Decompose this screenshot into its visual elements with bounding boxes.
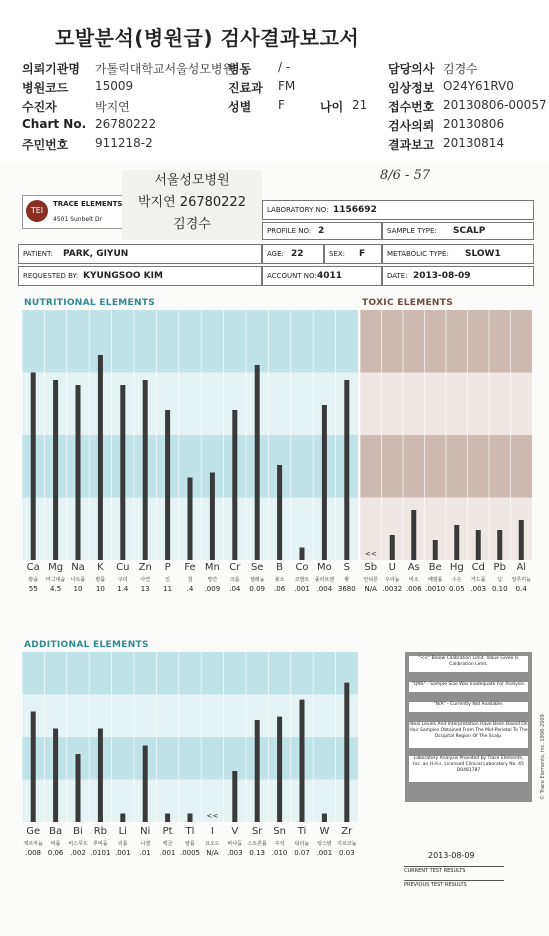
element-symbol: Cd: [471, 562, 485, 573]
account-box: [262, 266, 382, 286]
element-korean-name: 텅스텐: [317, 841, 332, 847]
element-symbol: Mg: [48, 562, 64, 573]
element-korean-name: 구리: [117, 577, 128, 583]
sex-label: SEX:: [329, 250, 346, 258]
element-value: N/A: [364, 585, 377, 593]
element-symbol: Ni: [140, 826, 151, 837]
element-value: .001: [114, 849, 131, 857]
nutritional-title: NUTRITIONAL ELEMENTS: [24, 298, 156, 308]
header-label: 성별: [228, 100, 252, 114]
bar-na: [76, 385, 81, 560]
element-symbol: I: [210, 826, 214, 837]
element-korean-name: 안티몬: [363, 577, 378, 583]
below-limit-marker: <<: [206, 812, 219, 820]
profile-label: PROFILE NO:: [267, 227, 312, 235]
element-korean-name: 리튬: [117, 841, 128, 847]
element-symbol: Cr: [229, 562, 241, 573]
element-value: N/A: [206, 849, 219, 857]
bar-p: [165, 410, 170, 560]
chart-band: [22, 737, 358, 780]
element-korean-name: 탈륨: [185, 841, 195, 847]
element-korean-name: 니켈: [140, 841, 151, 847]
additional-chart: [22, 652, 358, 822]
element-value: .001: [316, 849, 333, 857]
element-value: 0.03: [338, 849, 355, 857]
bar-li: [120, 814, 125, 823]
element-symbol: K: [97, 562, 104, 573]
element-symbol: Pt: [162, 826, 173, 837]
age-box: [262, 244, 324, 264]
header-value: 김경수: [443, 62, 478, 76]
bar-ni: [143, 746, 148, 823]
element-symbol: Li: [118, 826, 127, 837]
element-value: 0.05: [448, 585, 465, 593]
header-label: 나이: [320, 100, 344, 114]
element-symbol: Rb: [93, 826, 108, 837]
element-symbol: S: [343, 562, 350, 573]
header-label: Chart No.: [22, 117, 87, 131]
sample-type-box: [382, 222, 534, 240]
tei-logo-icon: TEI: [26, 200, 48, 222]
logo-text: TRACE ELEMENTS: [53, 200, 123, 208]
bar-ca: [31, 373, 36, 561]
element-korean-name: 비스무트: [68, 841, 88, 847]
element-value: .001: [294, 585, 310, 593]
header-label: 의뢰기관명: [22, 62, 80, 76]
date-box: [382, 266, 534, 286]
element-korean-name: 수은: [451, 577, 462, 583]
profile-box: [262, 222, 382, 240]
element-korean-name: 몰리브덴: [314, 577, 335, 583]
element-korean-name: 게르마늄: [23, 841, 43, 847]
header-value: 26780222: [95, 117, 157, 131]
element-korean-name: 망간: [207, 577, 218, 583]
note-qns: "QNS" - Sample Size Was Inadequate For Analysis.: [409, 682, 528, 692]
element-value: .01: [139, 849, 151, 857]
element-korean-name: 백금: [162, 841, 173, 847]
additional-title: ADDITIONAL ELEMENTS: [24, 640, 149, 650]
header-label: 진료과: [228, 81, 263, 95]
report-date: 2013-08-09: [413, 271, 471, 281]
requested-label: REQUESTED BY:: [23, 272, 79, 280]
element-value: 0.4: [515, 585, 527, 593]
element-korean-name: 나트륨: [70, 577, 86, 583]
element-korean-name: 루비듐: [93, 841, 108, 847]
element-symbol: V: [231, 826, 239, 837]
sex-box: [324, 244, 382, 264]
header-value: O24Y61RV0: [443, 79, 514, 93]
patient-name: PARK, GIYUN: [63, 249, 129, 259]
header-value: 박지연: [95, 100, 130, 114]
chart-band: [22, 652, 358, 695]
note-interpretation: Ideal Levels And Interpretation Have Been Based On Hair Samples Obtained From The Mid-Parietal To The Occipital Region Of The Scalp.: [409, 722, 528, 748]
header-label: 병원코드: [22, 81, 69, 95]
element-value: .010: [271, 849, 288, 857]
bar-zr: [344, 683, 349, 822]
account-number: 4011: [317, 271, 343, 281]
element-symbol: Pb: [493, 562, 506, 573]
sample-type-label: SAMPLE TYPE:: [387, 227, 437, 235]
element-value: 0.07: [294, 849, 310, 857]
stamp-patient: 박지연 26780222: [138, 195, 246, 210]
toxic-chart: [360, 310, 532, 560]
lab-number-box: [262, 200, 534, 220]
element-symbol: Fe: [184, 562, 196, 573]
header-value: 21: [352, 98, 368, 112]
age-label: AGE:: [267, 250, 284, 258]
chart-band: [22, 310, 358, 373]
element-korean-name: 아연: [140, 577, 151, 583]
element-value: .04: [229, 585, 241, 593]
header-label: 수진자: [22, 100, 57, 114]
element-value: .008: [25, 849, 41, 857]
logo-address: 4501 Sunbelt Dr: [53, 216, 103, 223]
metabolic-box: [382, 244, 534, 264]
metabolic-type: SLOW1: [465, 249, 501, 259]
element-korean-name: 베릴륨: [428, 577, 443, 583]
below-limit-marker: <<: [364, 550, 377, 558]
account-label: ACCOUNT NO:: [267, 272, 317, 280]
lab-number-label: LABORATORY NO:: [267, 206, 329, 214]
requested-box: [18, 266, 262, 286]
note-na: "N/A" - Currently Not Available.: [409, 702, 528, 712]
element-value: .0010: [425, 585, 446, 593]
stamp-doctor: 김경수: [173, 217, 211, 232]
lab-logo: [22, 195, 124, 229]
note-below-calibration: "<<" Below Calibration Limit. Value Given Is Calibration Limit.: [409, 656, 528, 672]
element-value: 4.5: [50, 585, 62, 593]
element-symbol: Cu: [116, 562, 130, 573]
element-korean-name: 바나듐: [227, 841, 243, 847]
element-value: 0.10: [491, 585, 508, 593]
element-symbol: Zr: [341, 826, 353, 837]
bar-rb: [98, 729, 103, 823]
element-korean-name: 요오드: [205, 841, 220, 847]
stamp-hospital: 서울성모병원: [154, 173, 230, 188]
element-symbol: Zn: [138, 562, 152, 573]
bar-fe: [188, 478, 193, 561]
element-value: 11: [163, 585, 173, 593]
element-korean-name: 황: [344, 577, 350, 583]
bar-ba: [53, 729, 58, 823]
element-value: 0.06: [47, 849, 64, 857]
report-header: [0, 0, 549, 160]
element-symbol: Na: [71, 562, 85, 573]
header-value: F: [278, 98, 285, 112]
element-symbol: Ti: [297, 826, 307, 837]
element-korean-name: 붕소: [274, 577, 285, 583]
element-symbol: Ca: [26, 562, 40, 573]
bar-w: [322, 814, 327, 823]
element-symbol: Ge: [26, 826, 41, 837]
header-value: 가톨릭대학교서울성모병원: [95, 62, 235, 76]
patient-box: [18, 244, 262, 264]
element-korean-name: 우라늄: [385, 577, 400, 583]
element-symbol: Al: [516, 562, 527, 573]
nutri-panel-svg: [22, 310, 358, 560]
element-korean-name: 카드뮴: [471, 577, 486, 583]
bar-tl: [188, 814, 193, 823]
bar-mo: [322, 405, 327, 560]
patient-label: PATIENT:: [23, 250, 53, 258]
element-korean-name: 알루미늄: [511, 577, 531, 583]
element-korean-name: 지르코늄: [337, 841, 357, 847]
element-value: 10: [73, 585, 83, 593]
bar-k: [98, 355, 103, 560]
element-value: 0.13: [249, 849, 265, 857]
bar-hg: [454, 525, 459, 560]
element-value: .001: [159, 849, 176, 857]
date-label: DATE:: [387, 272, 408, 280]
element-korean-name: 마그네슘: [45, 577, 66, 583]
bar-pt: [165, 814, 170, 823]
element-korean-name: 코발트: [294, 577, 310, 583]
element-symbol: Hg: [449, 562, 464, 573]
element-value: 55: [28, 585, 38, 593]
element-value: 3680: [337, 585, 356, 593]
bar-cr: [232, 410, 237, 560]
element-korean-name: 스트론튬: [247, 841, 267, 847]
element-symbol: Sr: [251, 826, 263, 837]
header-value: / -: [278, 60, 291, 74]
hospital-stamp: [122, 170, 262, 240]
profile-number: 2: [318, 226, 325, 236]
bar-bi: [76, 754, 81, 822]
header-label: 주민번호: [22, 138, 69, 152]
requested-by: KYUNGSOO KIM: [83, 271, 163, 281]
element-symbol: As: [407, 562, 420, 573]
add-panel-svg: [22, 652, 358, 822]
element-korean-name: 철: [187, 577, 193, 583]
bar-al: [519, 520, 524, 560]
handwritten-note: 8/6 - 57: [380, 168, 431, 183]
bar-v: [232, 771, 237, 822]
element-symbol: Mo: [317, 562, 332, 573]
toxic-panel-svg: [360, 310, 532, 560]
element-value: .009: [204, 585, 221, 593]
header-label: 접수번호: [388, 100, 435, 114]
sex-value: F: [359, 249, 366, 259]
element-value: 10: [95, 585, 105, 593]
element-value: .0101: [90, 849, 111, 857]
element-symbol: Mn: [204, 562, 220, 573]
bar-u: [390, 535, 395, 560]
element-value: 13: [140, 585, 150, 593]
nutritional-chart: [22, 310, 358, 560]
chart-band: [22, 695, 358, 738]
header-label: 임상정보: [388, 81, 435, 95]
bar-mg: [53, 380, 58, 560]
header-value: 911218-2: [95, 136, 153, 150]
element-value: .003: [226, 849, 243, 857]
element-korean-name: 칼슘: [28, 577, 39, 583]
bar-se: [255, 365, 260, 560]
element-symbol: U: [388, 562, 396, 573]
header-label: 담당의사: [388, 62, 435, 76]
bar-as: [411, 510, 416, 560]
element-korean-name: 칼륨: [95, 577, 106, 583]
footer-date: 2013-08-09: [428, 851, 475, 860]
element-symbol: Se: [250, 562, 264, 573]
element-symbol: Sn: [273, 826, 286, 837]
report-notes: [405, 652, 532, 802]
element-korean-name: 비소: [408, 577, 419, 583]
bar-sr: [255, 720, 260, 822]
bar-s: [344, 380, 349, 560]
element-value: 1.4: [117, 585, 129, 593]
element-symbol: Bi: [73, 826, 83, 837]
header-value: 20130806-00057: [443, 98, 547, 112]
element-korean-name: 크롬: [229, 577, 240, 583]
copyright: © Trace Elements, Inc. 1998-2009: [540, 714, 546, 800]
element-symbol: Sb: [364, 562, 378, 573]
metabolic-label: METABOLIC TYPE:: [387, 250, 449, 258]
header-label: 병동: [228, 62, 252, 76]
bar-pb: [497, 530, 502, 560]
element-symbol: P: [164, 562, 171, 573]
header-label: 검사의뢰: [388, 119, 435, 133]
element-korean-name: 인: [165, 577, 170, 583]
previous-results-label: PREVIOUS TEST RESULTS: [404, 880, 504, 888]
element-symbol: Co: [295, 562, 309, 573]
element-value: .004: [316, 585, 333, 593]
element-korean-name: 셀레늄: [249, 577, 265, 583]
sample-type: SCALP: [453, 226, 486, 236]
element-value: .003: [470, 585, 487, 593]
note-laboratory: Laboratory Analysis Provided by Trace Elements, Inc. an H.H.s. Licensed Clinical Laboratory No. 45 D0481787: [409, 756, 528, 782]
header-value: 20130806: [443, 117, 505, 131]
element-symbol: Tl: [185, 826, 195, 837]
element-value: .06: [274, 585, 286, 593]
element-value: .0005: [179, 849, 201, 857]
element-korean-name: 납: [497, 577, 503, 583]
lab-number: 1156692: [333, 205, 377, 215]
bar-cd: [476, 530, 481, 560]
element-value: .0032: [382, 585, 403, 593]
report-title: 모발분석(병원급) 검사결과보고서: [55, 26, 360, 50]
chart-band: [22, 373, 358, 436]
current-results-label: CURRENT TEST RESULTS: [404, 866, 504, 874]
element-symbol: B: [276, 562, 284, 573]
element-symbol: Be: [428, 562, 442, 573]
element-symbol: Ba: [49, 826, 63, 837]
element-korean-name: 티타늄: [294, 841, 310, 847]
bar-sn: [277, 717, 282, 822]
header-label: 결과보고: [388, 138, 435, 152]
element-value: .002: [70, 849, 86, 857]
element-korean-name: 주석: [274, 841, 285, 847]
header-value: FM: [278, 79, 296, 93]
element-korean-name: 바륨: [50, 841, 61, 847]
bar-ge: [31, 712, 36, 823]
bar-ti: [300, 700, 305, 822]
toxic-title: TOXIC ELEMENTS: [362, 298, 453, 308]
bar-co: [300, 548, 305, 561]
bar-zn: [143, 380, 148, 560]
element-value: 0.09: [249, 585, 265, 593]
bar-be: [433, 540, 438, 560]
element-symbol: W: [319, 826, 330, 837]
bar-cu: [120, 385, 125, 560]
header-value: 15009: [95, 79, 134, 93]
bar-b: [277, 465, 282, 560]
header-value: 20130814: [443, 136, 505, 150]
element-value: .4: [186, 585, 194, 593]
element-value: .006: [405, 585, 422, 593]
bar-mn: [210, 473, 215, 561]
age-value: 22: [291, 249, 304, 259]
